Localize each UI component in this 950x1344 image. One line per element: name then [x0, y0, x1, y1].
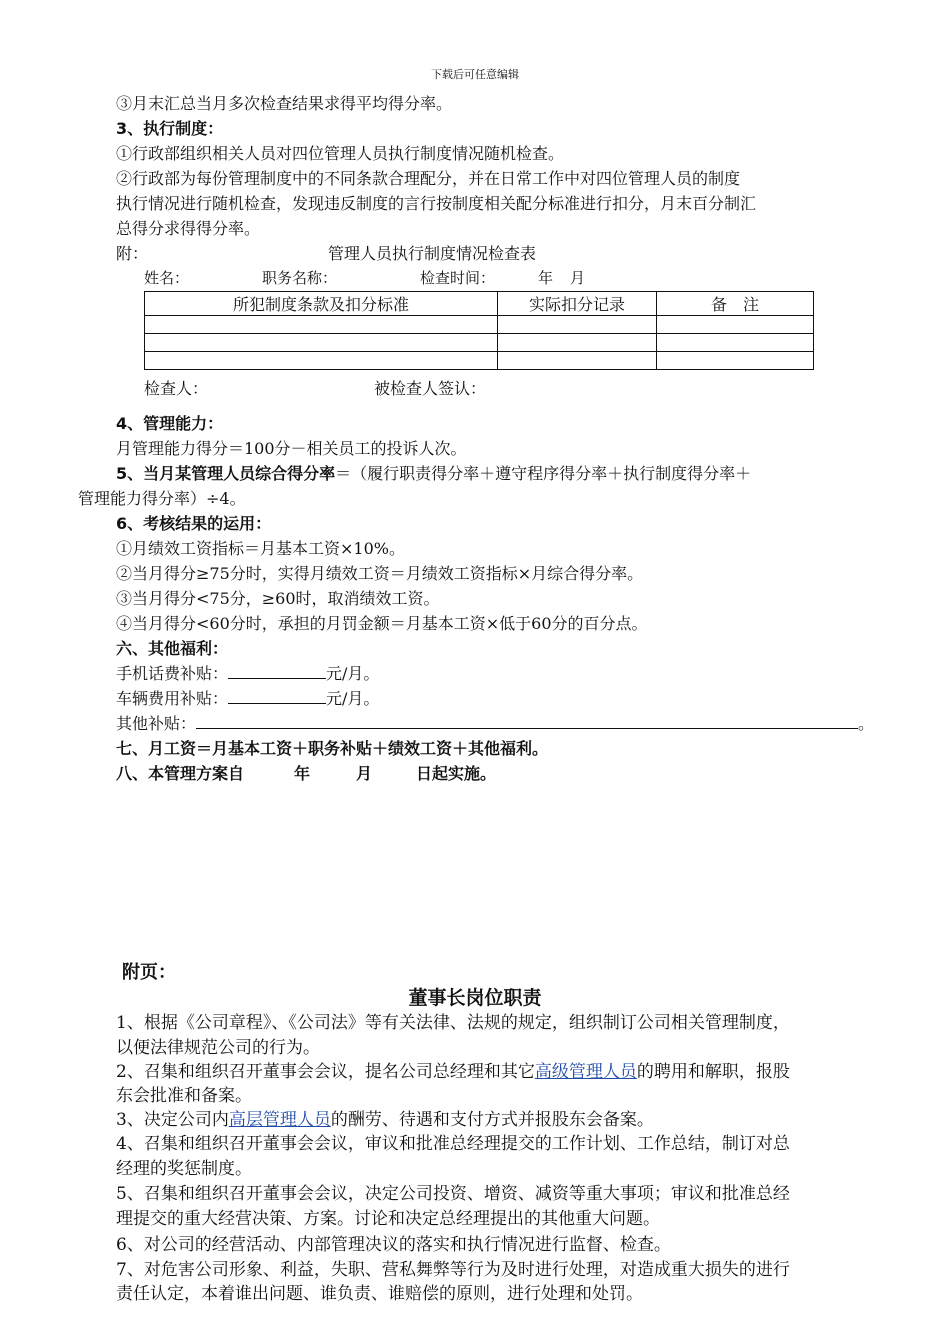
duty-6-line: 6、对公司的经营活动、内部管理决议的落实和执行情况进行监督、检查。: [116, 1235, 671, 1255]
car-allowance-line: [116, 689, 379, 709]
implementation-month: 月: [356, 764, 373, 783]
col-header-violation: 所犯制度条款及扣分标准: [145, 292, 498, 316]
phone-allowance-line: [116, 664, 379, 684]
table-cell[interactable]: [498, 334, 657, 352]
inspector-label: 检查人：: [144, 379, 209, 398]
implementation-from: 八、本管理方案自: [116, 764, 245, 783]
rule-item-2-line-2: 执行情况进行随机检查，发现违反制度的言行按制度相关配分标准进行扣分，月末百分制汇: [116, 194, 757, 213]
result-item-1: ①月绩效工资指标＝月基本工资×10%。: [116, 539, 405, 558]
table-row: [145, 334, 814, 352]
duty-5-line-1: 5、召集和组织召开董事会会议，决定公司投资、增资、减资等重大事项；审议和批准总经: [116, 1184, 790, 1204]
other-allowance-blank[interactable]: [196, 714, 858, 729]
attachment-prefix: 附：: [116, 244, 149, 263]
composite-rate-line-2: 管理能力得分率）÷4。: [78, 489, 246, 508]
table-cell[interactable]: [498, 352, 657, 370]
month-label: 月: [570, 269, 586, 287]
composite-rate-formula: ＝（履行职责得分率＋遵守程序得分率＋执行制度得分率＋: [335, 464, 752, 483]
inspected-sign-label: 被检查人签认：: [374, 379, 487, 398]
car-allowance-label: 车辆费用补贴：: [116, 689, 229, 708]
senior-management-link[interactable]: 高级管理人员: [534, 1062, 637, 1082]
duty-2-text-b: 的聘用和解职，报股: [636, 1062, 790, 1082]
rule-item-2-line-3: 总得分求得得分率。: [116, 219, 261, 238]
duty-1-line-1: 1、根据《公司章程》、《公司法》等有关法律、法规的规定，组织制订公司相关管理制度，: [116, 1013, 790, 1033]
table-cell[interactable]: [657, 334, 814, 352]
table-cell[interactable]: [145, 316, 498, 334]
name-label: 姓名：: [144, 269, 190, 287]
avg-rate-line: ③月末汇总当月多次检查结果求得平均得分率。: [116, 94, 453, 113]
car-allowance-unit: 元/月。: [326, 689, 380, 708]
heading-execute-rules: 3、执行制度：: [116, 119, 224, 138]
table-cell[interactable]: [145, 334, 498, 352]
table-header-row: [145, 292, 814, 316]
rule-item-2-line-1: ②行政部为每份管理制度中的不同条款合理配分，并在日常工作中对四位管理人员的制度: [116, 169, 741, 188]
duty-2-text-a: 2、召集和组织召开董事会会议，提名公司总经理和其它: [116, 1062, 535, 1082]
rule-item-1: ①行政部组织相关人员对四位管理人员执行制度情况随机检查。: [116, 144, 565, 163]
heading-other-benefits: 六、其他福利：: [116, 639, 229, 658]
chairman-duties-title: 董事长岗位职责: [408, 987, 542, 1009]
appendix-label: 附页：: [122, 962, 176, 983]
top-management-link[interactable]: 高层管理人员: [228, 1110, 331, 1130]
duty-1-line-2: 以便法律规范公司的行为。: [116, 1038, 320, 1058]
duty-3-text-b: 的酬劳、待遇和支付方式并报股东会备案。: [330, 1110, 654, 1130]
col-header-deduction: 实际扣分记录: [498, 292, 657, 316]
other-allowance-end: 。: [858, 714, 875, 733]
car-allowance-blank[interactable]: [228, 689, 326, 704]
duty-2-line-1: [116, 1062, 790, 1082]
duty-4-line-2: 经理的奖惩制度。: [116, 1159, 252, 1179]
phone-allowance-label: 手机话费补贴：: [116, 664, 229, 683]
heading-result-usage: 6、考核结果的运用：: [116, 514, 272, 533]
table-cell[interactable]: [657, 316, 814, 334]
duty-2-line-2: 东会批准和备案。: [116, 1086, 252, 1106]
phone-allowance-blank[interactable]: [228, 664, 326, 679]
other-allowance-label: 其他补贴：: [116, 714, 197, 733]
table-cell[interactable]: [145, 352, 498, 370]
implementation-year: 年: [294, 764, 311, 783]
col-header-remarks: 备 注: [657, 292, 814, 316]
check-table: [144, 291, 814, 370]
duty-7-line-1: 7、对危害公司形象、利益，失职、营私舞弊等行为及时进行处理，对造成重大损失的进行: [116, 1260, 790, 1280]
implementation-day: 日起实施。: [416, 764, 497, 783]
table-row: [145, 352, 814, 370]
table-row: [145, 316, 814, 334]
heading-management-ability: 4、管理能力：: [116, 414, 224, 433]
other-allowance-line: [116, 714, 874, 734]
monthly-salary-formula: 七、月工资＝月基本工资＋职务补贴＋绩效工资＋其他福利。: [116, 739, 549, 758]
duty-4-line-1: 4、召集和组织召开董事会会议，审议和批准总经理提交的工作计划、工作总结，制订对总: [116, 1134, 790, 1154]
duty-7-line-2: 责任认定，本着谁出问题、谁负责、谁赔偿的原则，进行处理和处罚。: [116, 1284, 643, 1304]
duty-5-line-2: 理提交的重大经营决策、方案。讨论和决定总经理提出的其他重大问题。: [116, 1209, 660, 1229]
page-header-note: 下载后可任意编辑: [431, 68, 519, 81]
check-table-title: 管理人员执行制度情况检查表: [328, 244, 537, 263]
result-item-3: ③当月得分<75分，≥60时，取消绩效工资。: [116, 589, 440, 608]
check-time-label: 检查时间：: [420, 269, 496, 287]
implementation-line: [116, 764, 496, 784]
table-cell[interactable]: [498, 316, 657, 334]
table-cell[interactable]: [657, 352, 814, 370]
composite-rate-heading: 5、当月某管理人员综合得分率: [116, 464, 336, 483]
phone-allowance-unit: 元/月。: [326, 664, 380, 683]
duty-3-line: [116, 1110, 654, 1130]
composite-rate-line-1: [116, 464, 751, 484]
result-item-2: ②当月得分≥75分时，实得月绩效工资＝月绩效工资指标×月综合得分率。: [116, 564, 644, 583]
management-ability-formula: 月管理能力得分＝100分－相关员工的投诉人次。: [116, 439, 467, 458]
position-label: 职务名称：: [262, 269, 338, 287]
result-item-4: ④当月得分<60分时，承担的月罚金额＝月基本工资×低于60分的百分点。: [116, 614, 648, 633]
year-label: 年: [538, 269, 554, 287]
duty-3-text-a: 3、决定公司内: [116, 1110, 229, 1130]
